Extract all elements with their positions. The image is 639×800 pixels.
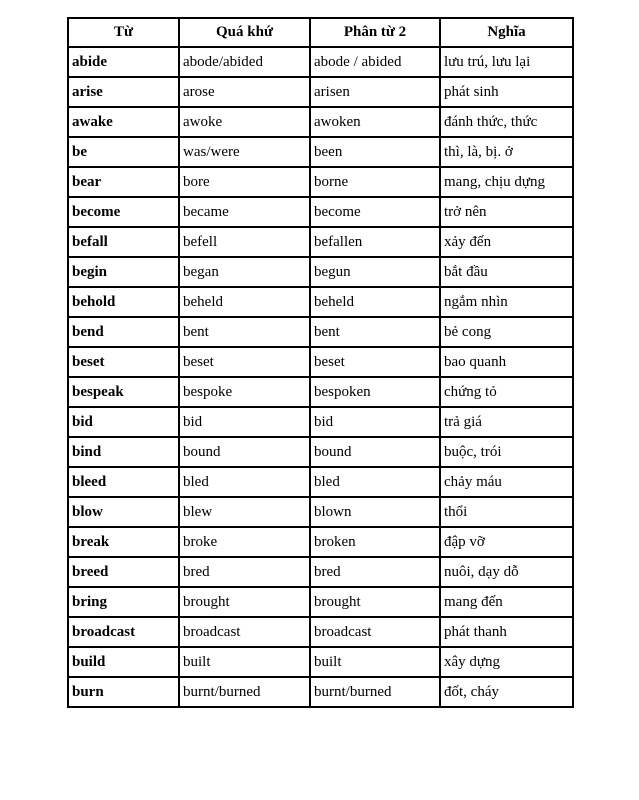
- word-cell: bind: [68, 437, 179, 467]
- past-cell: abode/abided: [179, 47, 310, 77]
- word-cell: behold: [68, 287, 179, 317]
- word-cell: burn: [68, 677, 179, 707]
- table-row: [68, 467, 573, 497]
- past-participle-cell: built: [310, 647, 440, 677]
- word-cell: breed: [68, 557, 179, 587]
- word-cell: be: [68, 137, 179, 167]
- meaning-cell: phát thanh: [440, 617, 573, 647]
- table-row: [68, 377, 573, 407]
- meaning-cell: mang đến: [440, 587, 573, 617]
- past-participle-cell: been: [310, 137, 440, 167]
- meaning-cell: thổi: [440, 497, 573, 527]
- meaning-cell: trở nên: [440, 197, 573, 227]
- word-cell: bend: [68, 317, 179, 347]
- table-row: [68, 437, 573, 467]
- past-participle-cell: blown: [310, 497, 440, 527]
- past-cell: arose: [179, 77, 310, 107]
- header-word: Từ: [68, 18, 179, 47]
- word-cell: bleed: [68, 467, 179, 497]
- word-cell: begin: [68, 257, 179, 287]
- past-participle-cell: bled: [310, 467, 440, 497]
- meaning-cell: mang, chịu dựng: [440, 167, 573, 197]
- meaning-cell: nuôi, dạy dỗ: [440, 557, 573, 587]
- past-participle-cell: awoken: [310, 107, 440, 137]
- header-past-participle: Phân từ 2: [310, 18, 440, 47]
- past-cell: bred: [179, 557, 310, 587]
- past-participle-cell: beheld: [310, 287, 440, 317]
- meaning-cell: thì, là, bị. ở: [440, 137, 573, 167]
- meaning-cell: phát sinh: [440, 77, 573, 107]
- word-cell: bring: [68, 587, 179, 617]
- header-meaning: Nghĩa: [440, 18, 573, 47]
- meaning-cell: chứng tỏ: [440, 377, 573, 407]
- meaning-cell: ngắm nhìn: [440, 287, 573, 317]
- table-row: [68, 407, 573, 437]
- past-cell: brought: [179, 587, 310, 617]
- word-cell: beset: [68, 347, 179, 377]
- word-cell: broadcast: [68, 617, 179, 647]
- table-row: [68, 677, 573, 707]
- past-participle-cell: burnt/burned: [310, 677, 440, 707]
- past-cell: befell: [179, 227, 310, 257]
- meaning-cell: đánh thức, thức: [440, 107, 573, 137]
- word-cell: abide: [68, 47, 179, 77]
- table-row: [68, 77, 573, 107]
- table-row: [68, 197, 573, 227]
- word-cell: befall: [68, 227, 179, 257]
- table-row: [68, 497, 573, 527]
- past-cell: was/were: [179, 137, 310, 167]
- table-row: [68, 617, 573, 647]
- table-row: [68, 137, 573, 167]
- past-participle-cell: bespoken: [310, 377, 440, 407]
- table-row: [68, 167, 573, 197]
- word-cell: bid: [68, 407, 179, 437]
- past-participle-cell: arisen: [310, 77, 440, 107]
- table-row: [68, 287, 573, 317]
- table-body: [68, 47, 573, 707]
- header-row: [68, 18, 573, 47]
- past-participle-cell: abode / abided: [310, 47, 440, 77]
- past-cell: built: [179, 647, 310, 677]
- past-cell: bound: [179, 437, 310, 467]
- table-row: [68, 587, 573, 617]
- past-participle-cell: begun: [310, 257, 440, 287]
- meaning-cell: đốt, cháy: [440, 677, 573, 707]
- meaning-cell: lưu trú, lưu lại: [440, 47, 573, 77]
- table-row: [68, 647, 573, 677]
- word-cell: blow: [68, 497, 179, 527]
- past-participle-cell: broadcast: [310, 617, 440, 647]
- past-participle-cell: bent: [310, 317, 440, 347]
- table-row: [68, 527, 573, 557]
- past-cell: bespoke: [179, 377, 310, 407]
- word-cell: awake: [68, 107, 179, 137]
- table-row: [68, 47, 573, 77]
- past-participle-cell: befallen: [310, 227, 440, 257]
- word-cell: bespeak: [68, 377, 179, 407]
- past-cell: became: [179, 197, 310, 227]
- irregular-verbs-table: [67, 17, 574, 708]
- past-cell: blew: [179, 497, 310, 527]
- past-cell: began: [179, 257, 310, 287]
- table-row: [68, 107, 573, 137]
- past-cell: burnt/burned: [179, 677, 310, 707]
- past-participle-cell: bid: [310, 407, 440, 437]
- past-participle-cell: beset: [310, 347, 440, 377]
- word-cell: build: [68, 647, 179, 677]
- table-row: [68, 317, 573, 347]
- meaning-cell: trả giá: [440, 407, 573, 437]
- past-cell: beheld: [179, 287, 310, 317]
- past-participle-cell: become: [310, 197, 440, 227]
- meaning-cell: xảy đến: [440, 227, 573, 257]
- meaning-cell: bao quanh: [440, 347, 573, 377]
- word-cell: bear: [68, 167, 179, 197]
- table-row: [68, 257, 573, 287]
- past-cell: broke: [179, 527, 310, 557]
- past-cell: beset: [179, 347, 310, 377]
- word-cell: break: [68, 527, 179, 557]
- past-cell: bled: [179, 467, 310, 497]
- past-participle-cell: bound: [310, 437, 440, 467]
- past-cell: broadcast: [179, 617, 310, 647]
- meaning-cell: bẻ cong: [440, 317, 573, 347]
- meaning-cell: chảy máu: [440, 467, 573, 497]
- meaning-cell: đập vỡ: [440, 527, 573, 557]
- header-past: Quá khứ: [179, 18, 310, 47]
- word-cell: become: [68, 197, 179, 227]
- table-row: [68, 557, 573, 587]
- meaning-cell: buộc, trói: [440, 437, 573, 467]
- past-cell: bid: [179, 407, 310, 437]
- table-row: [68, 227, 573, 257]
- past-participle-cell: bred: [310, 557, 440, 587]
- past-participle-cell: borne: [310, 167, 440, 197]
- meaning-cell: bắt đầu: [440, 257, 573, 287]
- past-participle-cell: broken: [310, 527, 440, 557]
- past-participle-cell: brought: [310, 587, 440, 617]
- past-cell: awoke: [179, 107, 310, 137]
- past-cell: bent: [179, 317, 310, 347]
- past-cell: bore: [179, 167, 310, 197]
- meaning-cell: xây dựng: [440, 647, 573, 677]
- word-cell: arise: [68, 77, 179, 107]
- table-row: [68, 347, 573, 377]
